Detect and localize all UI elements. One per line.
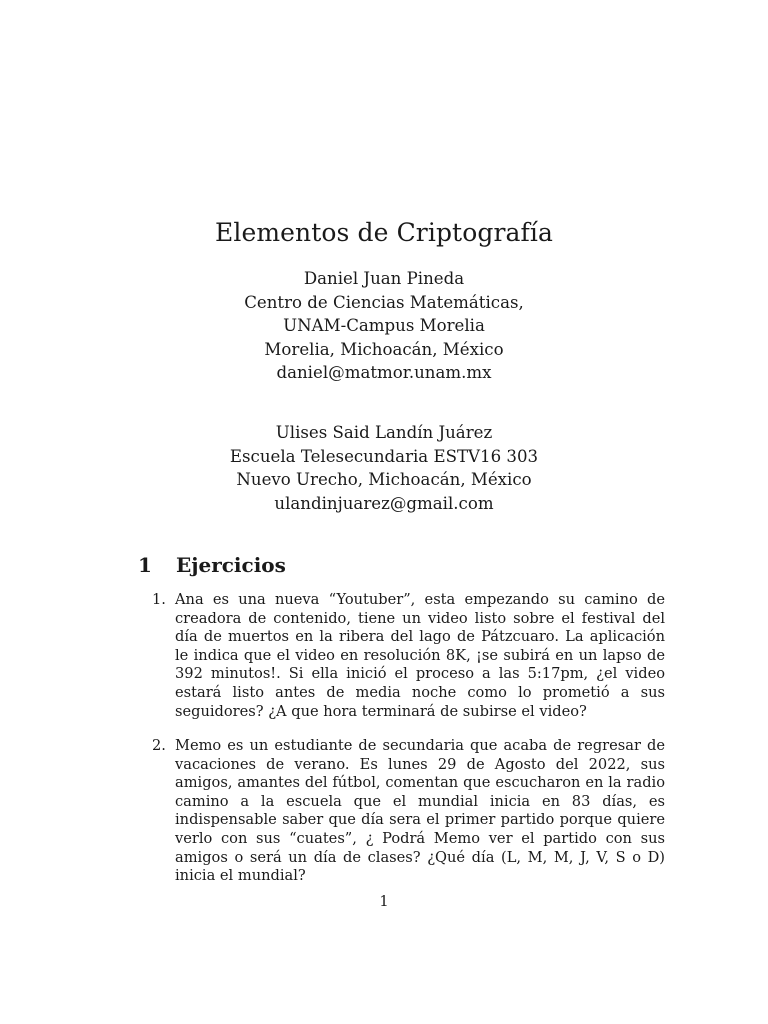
section-heading (138, 551, 286, 579)
author-affiliation-line: UNAM-Campus Morelia (283, 316, 485, 335)
author-block-2 (0, 421, 768, 515)
exercise-item (138, 737, 665, 886)
author-block-1 (0, 267, 768, 385)
author-email: daniel@matmor.unam.mx (276, 363, 492, 382)
author-name: Ulises Said Landín Juárez (275, 423, 493, 442)
author-name: Daniel Juan Pineda (303, 269, 465, 288)
author-affiliation-line: Nuevo Urecho, Michoacán, México (236, 470, 532, 489)
author-affiliation-line: Escuela Telesecundaria ESTV16 303 (229, 446, 539, 466)
exercise-label: 1. (152, 591, 166, 608)
author-email: ulandinjuarez@gmail.com (274, 493, 494, 513)
exercise-text: Memo es un estudiante de secundaria que acaba de regresar de vacaciones de verano. Es lunes 29 de Agosto del 2022, sus amigos, amantes del fútbol, comentan que escucharon en la radio camino a la escuela que el mundial inicia en 83 días, es indispensable saber que día sera el primer partido porque quiere verlo con sus “cuates”, ¿ Podrá Memo ver el partido con sus amigos o será un día de clases? ¿Qué día (L, M, M, J, V, S o D) inicia el mundial? (175, 737, 665, 885)
exercise-item (138, 591, 665, 721)
paper-title: Elementos de Criptografía (215, 218, 553, 247)
author-affiliation-line: Centro de Ciencias Matemáticas, (244, 292, 524, 312)
page-number: 1 (379, 893, 389, 910)
exercise-text: Ana es una nueva “Youtuber”, esta empezando su camino de creadora de contenido, tiene un video listo sobre el festival del día de muertos en la ribera del lago de Pátzcuaro. La aplicación le indica que el video en resolución 8K, ¡se subirá en un lapso de 392 minutos!. Si ella inició el proceso a las 5:17pm, ¿el video estará listo antes de media noche como lo prometió a sus seguidores? ¿A que hora terminará de subirse el video? (175, 591, 665, 720)
section-number: 1 (138, 553, 152, 577)
section-title: Ejercicios (176, 553, 286, 577)
author-affiliation-line: Morelia, Michoacán, México (264, 339, 504, 359)
exercise-label: 2. (152, 737, 166, 754)
